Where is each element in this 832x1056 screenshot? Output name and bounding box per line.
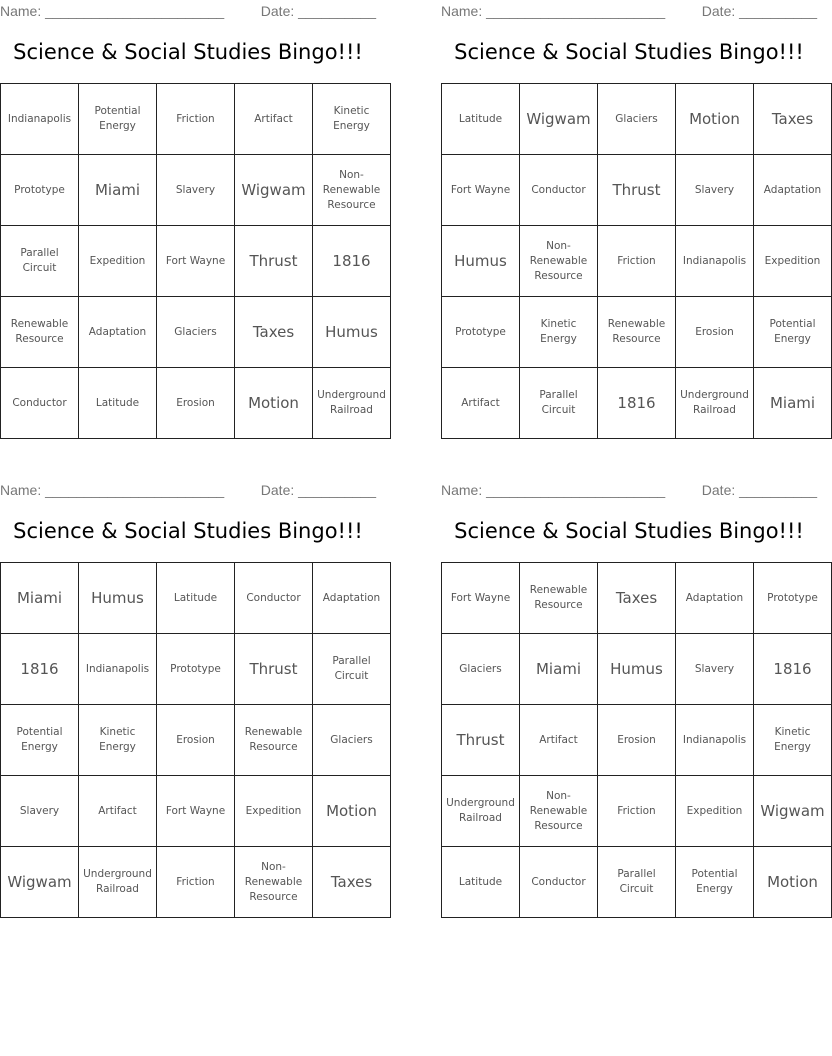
bingo-cell: Glaciers bbox=[598, 84, 676, 155]
bingo-cell: Glaciers bbox=[313, 705, 391, 776]
card-header bbox=[441, 479, 817, 501]
bingo-cell: Renewable Resource bbox=[1, 297, 79, 368]
bingo-cell: Thrust bbox=[235, 634, 313, 705]
bingo-cell: Fort Wayne bbox=[442, 563, 520, 634]
date-line: Date: __________ bbox=[260, 482, 376, 498]
bingo-cell: Latitude bbox=[79, 368, 157, 439]
bingo-grid bbox=[441, 562, 832, 918]
bingo-cell: Taxes bbox=[598, 563, 676, 634]
bingo-cell: Indianapolis bbox=[676, 705, 754, 776]
bingo-cell: Friction bbox=[157, 847, 235, 918]
bingo-cell: Adaptation bbox=[676, 563, 754, 634]
bingo-cell: Conductor bbox=[520, 155, 598, 226]
bingo-cell: Expedition bbox=[676, 776, 754, 847]
bingo-cell: Friction bbox=[598, 776, 676, 847]
bingo-cell: Prototype bbox=[754, 563, 832, 634]
card-title: Science & Social Studies Bingo!!! bbox=[13, 519, 363, 543]
bingo-cell: Slavery bbox=[676, 634, 754, 705]
bingo-cell: Taxes bbox=[754, 84, 832, 155]
bingo-cell: Kinetic Energy bbox=[79, 705, 157, 776]
bingo-cell: Adaptation bbox=[313, 563, 391, 634]
bingo-cell: Wigwam bbox=[1, 847, 79, 918]
bingo-cell: Indianapolis bbox=[676, 226, 754, 297]
bingo-cell: Prototype bbox=[442, 297, 520, 368]
bingo-cell: Thrust bbox=[235, 226, 313, 297]
bingo-cell: Indianapolis bbox=[79, 634, 157, 705]
bingo-cell: Parallel Circuit bbox=[598, 847, 676, 918]
bingo-cell: Humus bbox=[79, 563, 157, 634]
card-title: Science & Social Studies Bingo!!! bbox=[454, 40, 804, 64]
bingo-cell: Humus bbox=[442, 226, 520, 297]
bingo-cell: 1816 bbox=[1, 634, 79, 705]
bingo-cell: Non-Renewable Resource bbox=[520, 776, 598, 847]
bingo-cell: Kinetic Energy bbox=[754, 705, 832, 776]
bingo-grid bbox=[0, 83, 391, 439]
bingo-cell: Parallel Circuit bbox=[313, 634, 391, 705]
bingo-cell: 1816 bbox=[754, 634, 832, 705]
bingo-cell: Wigwam bbox=[520, 84, 598, 155]
bingo-cell: Miami bbox=[520, 634, 598, 705]
bingo-cell: Latitude bbox=[442, 84, 520, 155]
bingo-cell: Thrust bbox=[598, 155, 676, 226]
bingo-cell: Miami bbox=[1, 563, 79, 634]
bingo-cell: Renewable Resource bbox=[520, 563, 598, 634]
bingo-cell: Kinetic Energy bbox=[313, 84, 391, 155]
bingo-cell: Conductor bbox=[1, 368, 79, 439]
card-title: Science & Social Studies Bingo!!! bbox=[13, 40, 363, 64]
bingo-cell: Slavery bbox=[1, 776, 79, 847]
bingo-cell: Miami bbox=[79, 155, 157, 226]
bingo-cell: Artifact bbox=[79, 776, 157, 847]
bingo-cell: Conductor bbox=[235, 563, 313, 634]
bingo-cell: Slavery bbox=[157, 155, 235, 226]
bingo-cell: Potential Energy bbox=[1, 705, 79, 776]
bingo-cell: Fort Wayne bbox=[442, 155, 520, 226]
bingo-cell: Potential Energy bbox=[676, 847, 754, 918]
bingo-cell: Adaptation bbox=[754, 155, 832, 226]
bingo-cell: Miami bbox=[754, 368, 832, 439]
bingo-cell: Friction bbox=[598, 226, 676, 297]
bingo-cell: Taxes bbox=[313, 847, 391, 918]
bingo-cell: Taxes bbox=[235, 297, 313, 368]
bingo-cell: Humus bbox=[598, 634, 676, 705]
bingo-cell: Underground Railroad bbox=[676, 368, 754, 439]
bingo-cell: Erosion bbox=[598, 705, 676, 776]
bingo-cell: Expedition bbox=[235, 776, 313, 847]
bingo-cell: Expedition bbox=[79, 226, 157, 297]
bingo-cell: Erosion bbox=[157, 368, 235, 439]
bingo-cell: Underground Railroad bbox=[313, 368, 391, 439]
bingo-cell: Parallel Circuit bbox=[520, 368, 598, 439]
bingo-cell: Expedition bbox=[754, 226, 832, 297]
bingo-cell: Glaciers bbox=[157, 297, 235, 368]
bingo-cell: Wigwam bbox=[754, 776, 832, 847]
bingo-cell: Conductor bbox=[520, 847, 598, 918]
name-line: Name: _______________________ bbox=[0, 3, 225, 19]
bingo-cell: Friction bbox=[157, 84, 235, 155]
bingo-cell: Underground Railroad bbox=[79, 847, 157, 918]
bingo-cell: Erosion bbox=[157, 705, 235, 776]
bingo-cell: Humus bbox=[313, 297, 391, 368]
bingo-cell: Non-Renewable Resource bbox=[520, 226, 598, 297]
date-line: Date: __________ bbox=[260, 3, 376, 19]
bingo-cell: Artifact bbox=[235, 84, 313, 155]
bingo-cell: 1816 bbox=[313, 226, 391, 297]
card-header bbox=[0, 0, 376, 22]
bingo-cell: Artifact bbox=[520, 705, 598, 776]
bingo-cell: Indianapolis bbox=[1, 84, 79, 155]
bingo-cell: Motion bbox=[313, 776, 391, 847]
bingo-cell: Motion bbox=[754, 847, 832, 918]
bingo-cell: Underground Railroad bbox=[442, 776, 520, 847]
bingo-cell: Motion bbox=[235, 368, 313, 439]
bingo-cell: Prototype bbox=[1, 155, 79, 226]
date-line: Date: __________ bbox=[701, 3, 817, 19]
card-header bbox=[441, 0, 817, 22]
bingo-cell: Non-Renewable Resource bbox=[235, 847, 313, 918]
bingo-cell: Renewable Resource bbox=[235, 705, 313, 776]
bingo-cell: Non-Renewable Resource bbox=[313, 155, 391, 226]
bingo-cell: Latitude bbox=[157, 563, 235, 634]
name-line: Name: _______________________ bbox=[441, 3, 666, 19]
bingo-cell: Motion bbox=[676, 84, 754, 155]
card-title: Science & Social Studies Bingo!!! bbox=[454, 519, 804, 543]
bingo-cell: Wigwam bbox=[235, 155, 313, 226]
bingo-cell: 1816 bbox=[598, 368, 676, 439]
bingo-cell: Fort Wayne bbox=[157, 226, 235, 297]
bingo-cell: Adaptation bbox=[79, 297, 157, 368]
bingo-cell: Erosion bbox=[676, 297, 754, 368]
bingo-cell: Parallel Circuit bbox=[1, 226, 79, 297]
bingo-cell: Potential Energy bbox=[79, 84, 157, 155]
bingo-grid bbox=[441, 83, 832, 439]
bingo-grid bbox=[0, 562, 391, 918]
date-line: Date: __________ bbox=[701, 482, 817, 498]
bingo-cell: Artifact bbox=[442, 368, 520, 439]
bingo-cell: Kinetic Energy bbox=[520, 297, 598, 368]
name-line: Name: _______________________ bbox=[0, 482, 225, 498]
bingo-cell: Slavery bbox=[676, 155, 754, 226]
bingo-cell: Thrust bbox=[442, 705, 520, 776]
name-line: Name: _______________________ bbox=[441, 482, 666, 498]
bingo-cell: Latitude bbox=[442, 847, 520, 918]
bingo-cell: Glaciers bbox=[442, 634, 520, 705]
bingo-cell: Renewable Resource bbox=[598, 297, 676, 368]
bingo-cell: Potential Energy bbox=[754, 297, 832, 368]
bingo-cell: Fort Wayne bbox=[157, 776, 235, 847]
card-header bbox=[0, 479, 376, 501]
bingo-cell: Prototype bbox=[157, 634, 235, 705]
